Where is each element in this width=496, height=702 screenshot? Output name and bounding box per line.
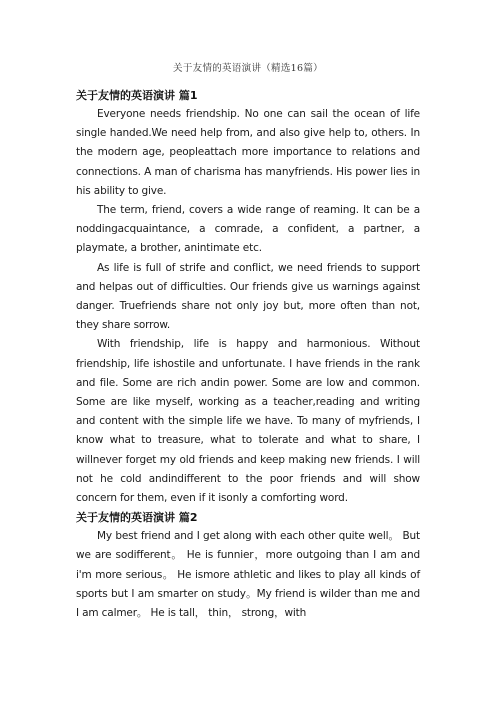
- section-2-title: 关于友情的英语演讲 篇2: [76, 511, 198, 525]
- section-1-paragraph-1: Everyone needs friendship. No one can sail the ocean of life single handed.We need help from, and also give help to, others. In the modern age, peopleattach more importance to relations and connections. A man of charisma has manyfriends. His power lies in his ability to give.: [76, 108, 420, 197]
- document-body: [76, 86, 420, 623]
- section-2-paragraph-1: My best friend and I get along with each other quite well。 But we are sodifferent。 He is funnier，more outgoing than I am and i'm more serious。 He ismore athletic and likes to play all kinds of sports but I am smarter on study。My friend is wilder than me and I am calmer。 He is tall， thin， strong，with: [76, 530, 420, 620]
- section-1-paragraph-3: As life is full of strife and conflict, we need friends to support and helpas out of difficulties. Our friends give us warnings against danger. Truefriends share not only joy but, more often than not, they share sorrow.: [76, 261, 420, 332]
- section-1-title: 关于友情的英语演讲 篇1: [76, 89, 198, 102]
- section-1-paragraph-2: The term, friend, covers a wide range of reaming. It can be a noddingacquaintance, a comrade, a confident, a partner, a playmate, a brother, anintimate etc.: [76, 204, 420, 255]
- document-header-title: 关于友情的英语演讲（精选16篇）: [173, 63, 323, 74]
- section-1-paragraph-4: With friendship, life is happy and harmonious. Without friendship, life ishostile and unfortunate. I have friends in the rank and file. Some are rich andin power. Some are low and common. Some are like myself, working as a teacher,reading and writing and content with the simple life we have. To many of myfriends, I know what to treasure, what to tolerate and what to share, I willnever forget my old friends and keep making new friends. I will not he cold andindifferent to the poor friends and will show concern for them, even if it isonly a comforting word.: [76, 338, 420, 505]
